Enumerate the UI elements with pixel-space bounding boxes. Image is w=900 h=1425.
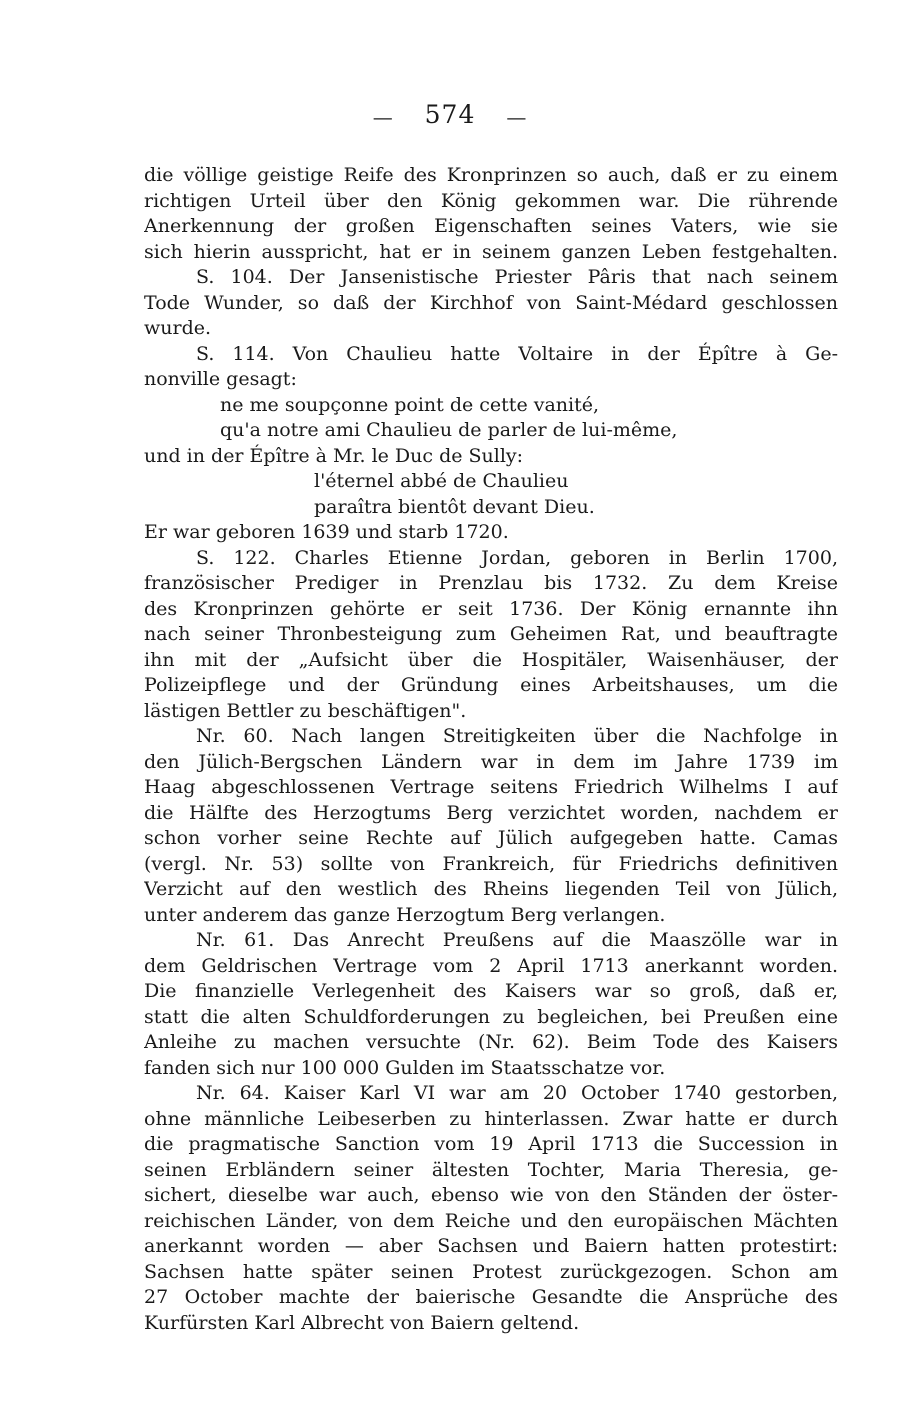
text-line: (vergl. Nr. 53) sollte von Frankreich, für Friedrichs definitiven xyxy=(144,852,838,875)
text-line: wurde. xyxy=(144,317,212,339)
text-line: dem Geldrischen Vertrage vom 2 April 1713 anerkannt worden. xyxy=(144,954,838,977)
text-line: fanden sich nur 100 000 Gulden im Staatsschatze vor. xyxy=(144,1056,666,1079)
text-line: S. 104. Der Jansenistische Priester Pâris that nach seinem xyxy=(196,266,838,288)
text-line: unter anderem das ganze Herzogtum Berg verlangen. xyxy=(144,903,666,926)
page-number: 574 xyxy=(424,100,476,129)
text-line: qu'a notre ami Chaulieu de parler de lui-même, xyxy=(220,419,678,441)
text-line: Polizeipflege und der Gründung eines Arbeitshauses, um die xyxy=(144,674,838,696)
text-line: Kurfürsten Karl Albrecht von Baiern geltend. xyxy=(144,1311,580,1334)
text-line: den Jülich-Bergschen Ländern war in dem im Jahre 1739 im xyxy=(144,750,838,773)
text-line: ohne männliche Leibeserben zu hinterlassen. Zwar hatte er durch xyxy=(144,1107,838,1130)
text-line: ihn mit der „Aufsicht über die Hospitäler, Waisenhäuser, der xyxy=(144,648,838,671)
text-line: nonville gesagt: xyxy=(144,368,297,390)
text-line: Nr. 61. Das Anrecht Preußens auf die Maaszölle war in xyxy=(196,929,838,951)
text-line: Tode Wunder, so daß der Kirchhof von Saint-Médard geschlossen xyxy=(144,291,838,314)
text-line: Anerkennung der großen Eigenschaften seines Vaters, wie sie xyxy=(144,215,838,237)
text-line: 27 October machte der baierische Gesandte die Ansprüche des xyxy=(144,1286,838,1308)
header-dash-right: — xyxy=(506,104,528,129)
text-line: die Hälfte des Herzogtums Berg verzichtet worden, nachdem er xyxy=(144,801,838,824)
header-dash-left: — xyxy=(372,104,394,129)
text-line: S. 122. Charles Etienne Jordan, geboren in Berlin 1700, xyxy=(196,546,838,569)
text-line: Die finanzielle Verlegenheit des Kaisers war so groß, daß er, xyxy=(144,980,838,1002)
text-line: sich hierin ausspricht, hat er in seinem ganzen Leben festgehalten. xyxy=(144,240,838,263)
text-line: Verzicht auf den westlich des Rheins liegenden Teil von Jülich, xyxy=(144,878,838,900)
text-line: schon vorher seine Rechte auf Jülich aufgegeben hatte. Camas xyxy=(144,827,838,849)
text-line: französischer Prediger in Prenzlau bis 1732. Zu dem Kreise xyxy=(144,572,838,594)
text-line: sichert, dieselbe war auch, ebenso wie von den Ständen der öster- xyxy=(144,1184,838,1206)
text-line: statt die alten Schuldforderungen zu begleichen, bei Preußen eine xyxy=(144,1005,838,1028)
page-header xyxy=(0,100,900,129)
text-line: reichischen Länder, von dem Reiche und den europäischen Mächten xyxy=(144,1209,838,1232)
text-line: Anleihe zu machen versuchte (Nr. 62). Beim Tode des Kaisers xyxy=(144,1031,838,1053)
text-line: seinen Erbländern seiner ältesten Tochter, Maria Theresia, ge- xyxy=(144,1158,838,1181)
text-line: des Kronprinzen gehörte er seit 1736. Der König ernannte ihn xyxy=(144,597,838,620)
text-line: die völlige geistige Reife des Kronprinzen so auch, daß er zu einem xyxy=(144,164,838,186)
text-line: anerkannt worden — aber Sachsen und Baiern hatten protestirt: xyxy=(144,1235,838,1257)
text-line: l'éternel abbé de Chaulieu xyxy=(314,470,569,492)
text-line: die pragmatische Sanction vom 19 April 1713 die Succession in xyxy=(144,1133,838,1155)
text-line: Sachsen hatte später seinen Protest zurückgezogen. Schon am xyxy=(144,1260,838,1283)
text-line: Haag abgeschlossenen Vertrage seitens Friedrich Wilhelms I auf xyxy=(144,776,838,798)
text-line: Nr. 60. Nach langen Streitigkeiten über die Nachfolge in xyxy=(196,725,838,747)
body-text xyxy=(144,163,838,1336)
text-line: Nr. 64. Kaiser Karl VI war am 20 October 1740 gestorben, xyxy=(196,1082,838,1104)
text-line: und in der Épître à Mr. le Duc de Sully: xyxy=(144,444,524,467)
text-line: paraîtra bientôt devant Dieu. xyxy=(314,495,595,518)
text-line: nach seiner Thronbesteigung zum Geheimen Rat, und beauftragte xyxy=(144,623,838,645)
text-line: S. 114. Von Chaulieu hatte Voltaire in der Épître à Ge- xyxy=(196,342,838,365)
text-line: richtigen Urteil über den König gekommen war. Die rührende xyxy=(144,189,838,212)
text-line: ne me soupçonne point de cette vanité, xyxy=(220,393,600,416)
text-line: lästigen Bettler zu beschäftigen". xyxy=(144,699,467,722)
text-line: Er war geboren 1639 und starb 1720. xyxy=(144,521,509,543)
